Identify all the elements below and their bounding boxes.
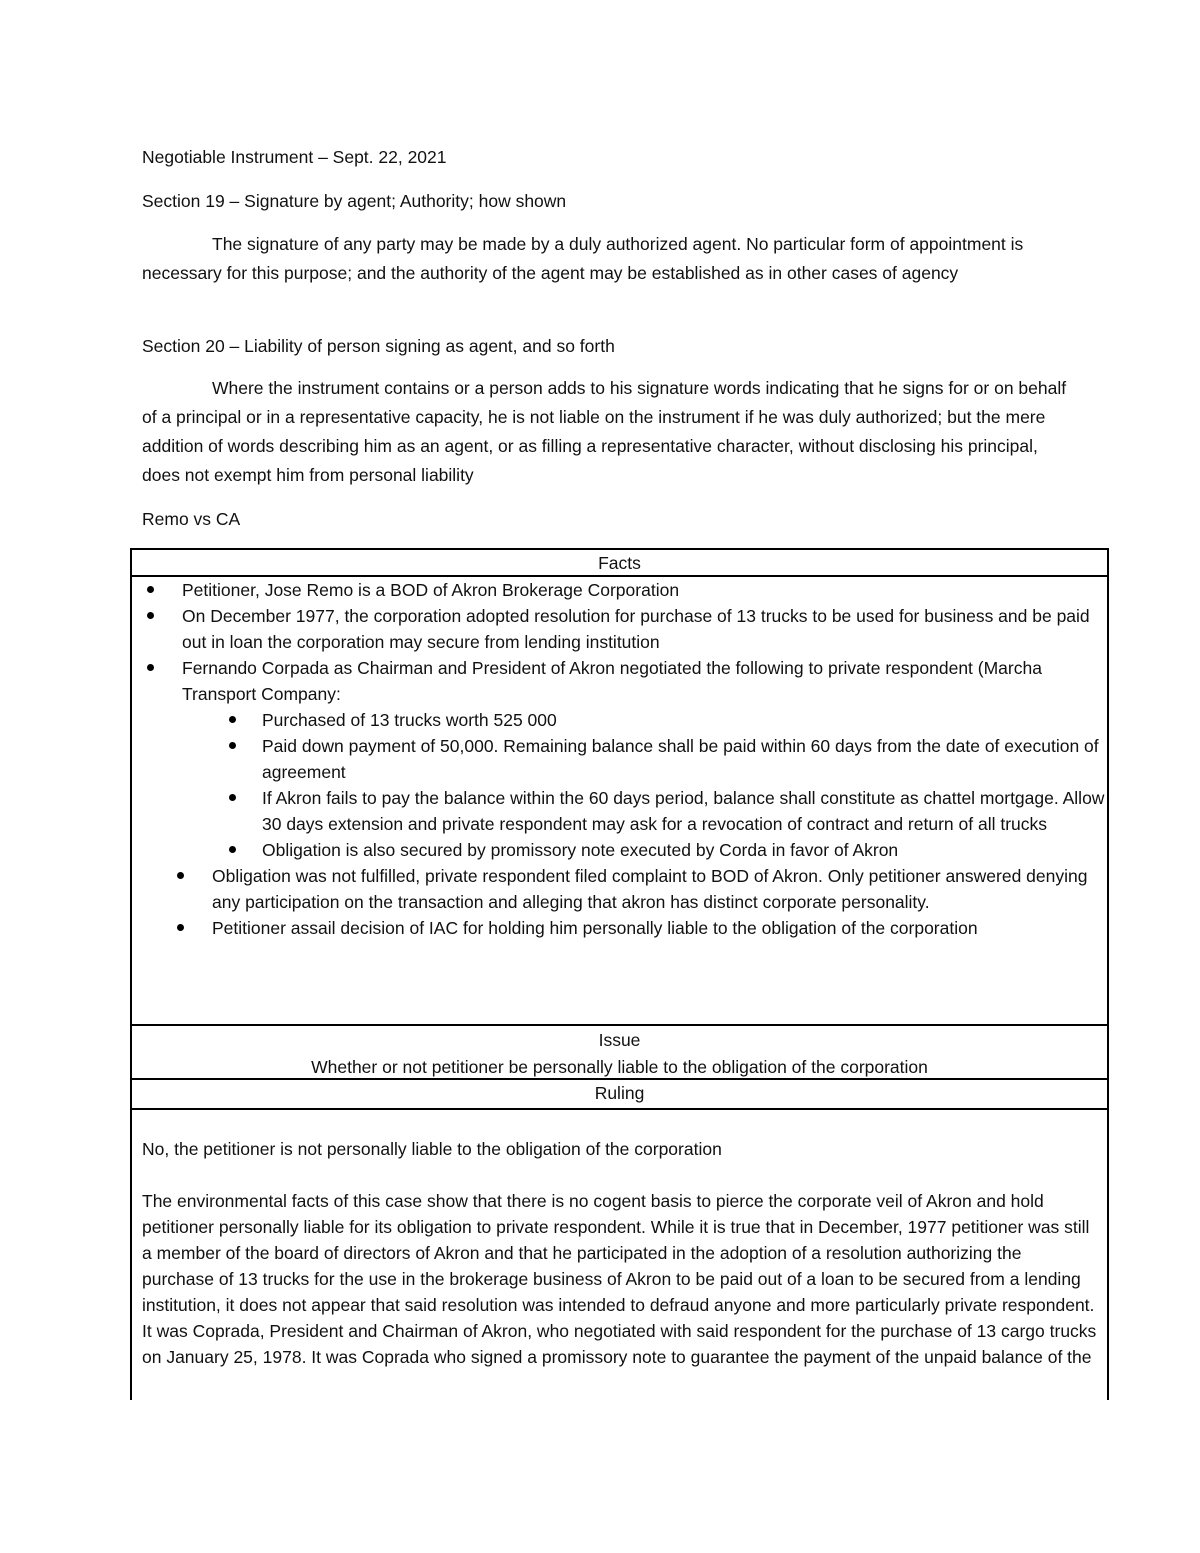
facts-header: Facts <box>132 550 1107 577</box>
facts-cell <box>132 577 1107 1026</box>
bullet-icon <box>229 742 236 749</box>
bullet-icon <box>229 846 236 853</box>
fact-item: On December 1977, the corporation adopted resolution for purchase of 13 trucks to be used for business and be paid out in loan the corporation may secure from lending institution <box>132 603 1107 655</box>
facts-list <box>132 577 1107 941</box>
fact-subitem: Obligation is also secured by promissory note executed by Corda in favor of Akron <box>132 837 1107 863</box>
case-digest-table <box>130 548 1109 1400</box>
issue-cell <box>132 1026 1107 1080</box>
fact-item: Fernando Corpada as Chairman and President of Akron negotiated the following to private respondent (Marcha Transport Company: <box>132 655 1107 707</box>
ruling-answer: No, the petitioner is not personally liable to the obligation of the corporation <box>142 1139 722 1159</box>
bullet-icon <box>229 716 236 723</box>
case-title: Remo vs CA <box>142 509 241 529</box>
section-19-paragraph <box>142 230 1072 288</box>
bullet-icon <box>147 612 154 619</box>
ruling-text: The environmental facts of this case show that there is no cogent basis to pierce the corporate veil of Akron and hold petitioner personally liable for its obligation to private respondent. While it is true that in December, 1977 petitioner was still a member of the board of directors of Akron and that he participated in the adoption of a resolution authorizing the purchase of 13 trucks for the use in the brokerage business of Akron to be paid out of a loan to be secured from a lending institution, it does not appear that said resolution was intended to defraud anyone and more particularly private respondent. It was Coprada, President and Chairman of Akron, who negotiated with said respondent for the purchase of 13 cargo trucks on January 25, 1978. It was Coprada who signed a promissory note to guarantee the payment of the unpaid balance of the <box>142 1191 1097 1367</box>
fact-item: Petitioner, Jose Remo is a BOD of Akron Brokerage Corporation <box>132 577 1107 603</box>
section-20-heading: Section 20 – Liability of person signing as agent, and so forth <box>142 336 615 356</box>
issue-text: Whether or not petitioner be personally liable to the obligation of the corporation <box>311 1057 928 1077</box>
fact-subitem: Paid down payment of 50,000. Remaining balance shall be paid within 60 days from the date of execution of agreement <box>132 733 1107 785</box>
ruling-header: Ruling <box>132 1080 1107 1110</box>
bullet-icon <box>229 794 236 801</box>
section-20-text: Where the instrument contains or a person adds to his signature words indicating that he signs for or on behalf of a principal or in a representative capacity, he is not liable on the instrument if he was duly authorized; but the mere addition of words describing him as an agent, or as filling a representative character, without disclosing his principal, does not exempt him from personal liability <box>142 378 1067 485</box>
section-19-heading: Section 19 – Signature by agent; Authority; how shown <box>142 191 567 211</box>
fact-subitem: Purchased of 13 trucks worth 525 000 <box>132 707 1107 733</box>
section-20-paragraph <box>142 374 1072 490</box>
section-19-text: The signature of any party may be made by a duly authorized agent. No particular form of appointment is necessary for this purpose; and the authority of the agent may be established as in other cases of agency <box>142 234 1024 283</box>
bullet-icon <box>177 924 184 931</box>
bullet-icon <box>147 664 154 671</box>
bullet-icon <box>177 872 184 879</box>
bullet-icon <box>147 586 154 593</box>
fact-subitem: If Akron fails to pay the balance within the 60 days period, balance shall constitute as chattel mortgage. Allow 30 days extension and private respondent may ask for a revocation of contract and return of all trucks <box>132 785 1107 837</box>
ruling-cell <box>132 1110 1107 1400</box>
fact-item: Obligation was not fulfilled, private respondent filed complaint to BOD of Akron. Only petitioner answered denying any participation on the transaction and alleging that akron has distinct corporate personality. <box>132 863 1107 915</box>
fact-item: Petitioner assail decision of IAC for holding him personally liable to the obligation of the corporation <box>132 915 1107 941</box>
issue-header: Issue <box>598 1030 641 1050</box>
document-title: Negotiable Instrument – Sept. 22, 2021 <box>142 147 447 167</box>
